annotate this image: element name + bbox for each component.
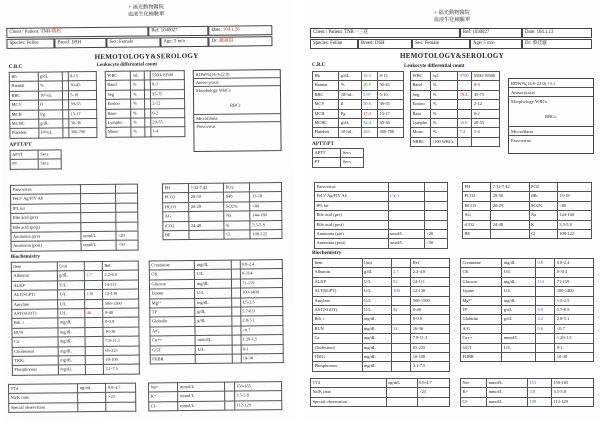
- table-row: Special observation: [311, 397, 450, 406]
- table-row: TRIG mg/dL 10-100: [313, 352, 450, 361]
- wbc-table-left: WBC /uL 5500-19500 Band % 0-3 Seg % 35-75 Eosino % 2-12 Baso % 0-2 Lympho % 20-55 Mono % 1-4: [105, 70, 186, 138]
- table-row: Cl- mmol/L 108 112-129: [461, 397, 594, 406]
- table-row: Platelets 10³/uL 283 300-700: [313, 128, 404, 137]
- table-row: Eosino % 2-12: [411, 100, 500, 109]
- tt4-table-left: TT4 ng/mL 0.8-4.7 Na/K ratio >23 Special observation: [8, 383, 136, 414]
- table-row: MCHC g/dL 34.4 30-36: [313, 118, 404, 127]
- leuko-heading: Leukocyte differential count: [96, 62, 158, 68]
- table-row: Seg % 78.4 35-75: [411, 90, 500, 99]
- table-row: Band % 0-3: [411, 81, 500, 90]
- table-row: BUN mg/dL 24 16-36: [313, 324, 450, 333]
- table-row: ALT(SGPT) U/L 106 12-130: [313, 287, 450, 296]
- tt4-table: [310, 378, 450, 407]
- table-row: APTT Secs: [313, 149, 364, 158]
- table-row: Parvovirus: [315, 183, 448, 192]
- table-row: Na/K ratio >23: [311, 388, 450, 397]
- table-row: HCO3 20-29 SO2% <80: [463, 201, 592, 210]
- table-row: NRBC /100 WBCs: [411, 137, 500, 146]
- table-row: Item Unit Ref.: [313, 259, 450, 268]
- table-row: PCO2 29-50 tHb 13-18: [463, 192, 592, 201]
- electrolyte-table: [460, 378, 594, 407]
- electrolyte-table-left: Na+ mmol/L 150-165 K+ mmol/L 3.5-5.8 Cl- mmol/L 112-129: [148, 381, 282, 412]
- client-row-right: Client / Patient: TNR一三花 Ref: 1030027 Date: 104.1.13: [310, 28, 592, 38]
- table-row: FeLV Ag/FIV Ab (-)(-): [315, 192, 448, 201]
- table-row: Ca++ mmol/L 1.20-1.5: [461, 334, 594, 343]
- table-row: Mg²⁺ mg/dL 1.5-2.5: [461, 296, 594, 305]
- table-row: Globulin g/dL 4.2 2.8-5.1: [461, 315, 594, 324]
- cbc-table-left: Hb g/dL 8-15 Hamtat % 30-45 RBC 10⁶/uL 5-10 MCV fl 39-55 MCH Pg 13-17 MCHC g/dL 30-36 Platelets 10³/uL 300-700: [9, 71, 98, 139]
- aptt-heading-right: APTT/PT: [312, 141, 334, 147]
- clinic-name-right: + 福光動物醫院: [434, 10, 470, 16]
- table-row: PT Secs: [313, 158, 364, 167]
- table-row: Bile acid (post): [315, 220, 448, 229]
- clinic-name: + 福光動物醫院: [128, 4, 164, 11]
- table-row: GGT U/L 0-1: [461, 343, 594, 352]
- blood-gas-table: [462, 182, 592, 239]
- table-row: RBC 10⁶/uL 5.97 5-10: [313, 90, 404, 99]
- leuko-heading-right: Leukocyte differential count: [404, 64, 465, 69]
- patient-row: Species: Feline Breed: DSH Sex: Female Age: 5 m/o Dr: 趙淑涓: [6, 36, 272, 49]
- table-row: BE Cl 109-122: [463, 229, 592, 238]
- table-row: Phosphorous mg/dL 3.1-7.5: [313, 362, 450, 371]
- table-row: fPL kit: [315, 201, 448, 210]
- serology-table-left: Parvovirus FeLV Ag/FIV Ab fPL kit Bile acid (pre) Bile acid (post) Ammonia (pre) umol/L <20 Ammonia (post) umol/L <50: [10, 184, 139, 252]
- table-row: Na+ mmol/L 151 150-165: [461, 379, 594, 388]
- biochem-left-table-left: Item Unit Ref. Albumin g/dL 2.7 2.2-4.0 ALKP U/L 14-111 ALT(SGPT) U/L 130 12-130 Amylase U/L 500-1500 AST(SGOT) U/L 40 0-48 Bili. t mg/dL 0-0.9 BUN mg/dL 16-36 Ca mg/dL 7.8-11.3 Cholesterol mg/dL 65-225 TRIG mg/dL 10-100 Phosphorous mg/dL 3.1-7.5: [11, 261, 140, 376]
- biochem-left-table: [312, 258, 450, 372]
- biochem-heading-right: Biochemistry: [312, 250, 342, 256]
- table-row: Cholesterol mg/dL 65-225: [313, 343, 450, 352]
- table-row: CK U/L 0-314: [461, 268, 594, 277]
- table-row: Hamtat % 29.9 30-45: [313, 81, 404, 90]
- table-row: WBC /uL 9700 5500-19500: [411, 72, 500, 81]
- table-row: A/G 0.6 <0.7: [461, 324, 594, 333]
- client-row: Client / Patient: TNR-瑞松 Ref: 1040027 Date: 104.1.26: [6, 25, 272, 38]
- cbc-table: [312, 71, 404, 138]
- cbc-heading-right: C.B.C: [312, 62, 326, 68]
- patient-row-right: Species: Feline Breed: DSH Sex: Female Age: 5 m/o Dr: 蔡佳璇: [310, 39, 592, 49]
- table-row: Albumin g/dL 2.7 2.2-4.0: [313, 268, 450, 277]
- table-row: Baso % 0-2: [411, 109, 500, 118]
- table-row: Bili. t mg/dL 0-0.9: [313, 315, 450, 324]
- biochem-right-table: [460, 258, 594, 362]
- table-row: Ammonia (post) umol/L <50: [315, 239, 448, 248]
- table-row: Hb g/dL 10.3 8-15: [313, 72, 404, 81]
- table-row: Ca mg/dL 7.8-11.3: [313, 334, 450, 343]
- table-row: Ammonia (pre) umol/L <20: [315, 229, 448, 238]
- table-row: MCH Pg 17.4 13-17: [313, 109, 404, 118]
- aptt-table-left: APTT Secs PT Secs: [10, 149, 62, 169]
- table-row: tCO2 24-48 K 3.5-5.8: [463, 220, 592, 229]
- report-subtitle-right: 血液生化檢驗單: [433, 17, 471, 23]
- table-row: Glucose mg/dL 113 71-159: [461, 277, 594, 286]
- table-row: Mono % 7.2 1-4: [411, 128, 500, 137]
- rdw-box-left: RDW%(14.0-22.0) Anisocytosis Morphology WBCs RBCs Microfilaria Parvovirus: [193, 69, 282, 152]
- wbc-table: [410, 71, 500, 147]
- left-report-sheet: [0, 0, 296, 422]
- table-row: AST(SGOT) U/L 92 0-48: [313, 305, 450, 314]
- report-subtitle: 血液生化檢驗單: [127, 11, 165, 18]
- table-row: Bile acid (pre): [315, 211, 448, 220]
- table-row: TT4 ng/mL 0.8-4.7: [311, 379, 450, 388]
- table-row: PH 7.32-7.42 PO2: [463, 183, 592, 192]
- cbc-heading: C.B.C: [8, 63, 23, 70]
- rdw-morphology-box: RDW%(14.0-22.0) 19.2 Anisocytosis Morphology WBCs RBCs Microfilaria Parvovirus: [508, 78, 594, 154]
- table-row: ALKP U/L 52 14-111: [313, 277, 450, 286]
- biochem-heading: Biochemistry: [10, 253, 41, 260]
- table-row: TP g/dL 6.9 5.7-8.9: [461, 305, 594, 314]
- biochem-right-table-left: Creatinine mg/dL 0.8-2.4 CK U/L 0-314 Glucose mg/dL 71-159 Lipase U/L 100-1400 Mg²⁺ mg/dL 1.5-2.5 TP g/dL 5.7-8.9 Globulin g/dL 2.8-5.1 A/G <0.7 Ca++ mmol/L 1.20-1.5 GGT U/L 0-1 FIIBR 10-30: [149, 259, 284, 365]
- table-row: Lipase U/L 100-1400: [461, 287, 594, 296]
- table-row: Creatinine mg/dL 0.8 0.8-2.4: [461, 259, 594, 268]
- table-row: AG Na 144-160: [463, 211, 592, 220]
- table-row: K+ mmol/L 3.8 3.5-5.8: [461, 388, 594, 397]
- serology-table: [314, 182, 448, 249]
- report-title-right: HEMOTOLOGY&SEROLOGY: [400, 52, 504, 60]
- aptt-table: [312, 148, 364, 168]
- report-title: HEMOTOLOGY&SEROLOGY: [94, 51, 199, 62]
- table-row: Lympho % 16.8 20-55: [411, 118, 500, 127]
- aptt-heading: APTT/PT: [9, 141, 32, 148]
- blood-gas-table-left: PH 7.32-7.42 PO2 PCO2 29-50 tHb 13-18 HCO3 20-29 SO2% <80 AG Na 144-160 tCO2 24-48 K 3.5-5.8 BE Cl 109-122: [162, 182, 283, 241]
- right-report-sheet: [304, 6, 600, 422]
- table-row: MCV fl 50.6 39-55: [313, 100, 404, 109]
- table-row: Amylase U/L 500-1500: [313, 296, 450, 305]
- table-row: FIIBR 10-30: [461, 352, 594, 361]
